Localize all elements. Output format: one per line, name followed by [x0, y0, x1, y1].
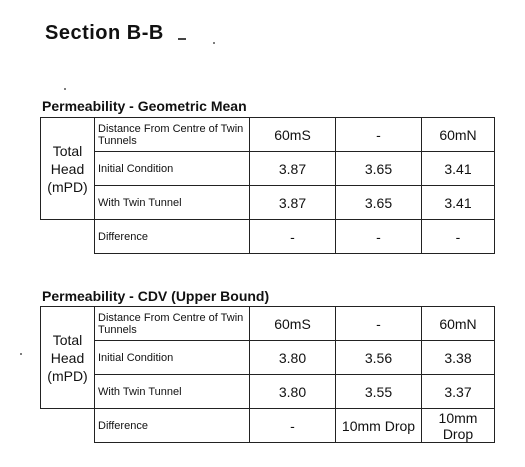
table-cell: 3.80	[250, 341, 336, 375]
table-cell: 3.41	[422, 152, 495, 186]
side-label-line: Head	[50, 349, 85, 366]
table-cell: 3.56	[336, 341, 422, 375]
table-cell: -	[250, 409, 336, 443]
row-label: Initial Condition	[95, 152, 250, 186]
row-label: Distance From Centre of Twin Tunnels	[95, 118, 250, 152]
row-label: With Twin Tunnel	[95, 375, 250, 409]
table-cell: -	[336, 220, 422, 254]
table-row	[41, 409, 495, 443]
side-label-line: (mPD)	[47, 178, 88, 195]
table-row	[41, 375, 495, 409]
table-cell: 3.55	[336, 375, 422, 409]
table-cell: 3.38	[422, 341, 495, 375]
empty-cell	[41, 220, 95, 254]
table-row	[41, 152, 495, 186]
scan-speck	[20, 353, 22, 355]
title-underline-mark	[178, 38, 186, 40]
table-cell: -	[336, 118, 422, 152]
table-cell: 60mN	[422, 118, 495, 152]
side-label-line: Total	[52, 142, 83, 159]
side-label-line: Head	[50, 160, 85, 177]
table-row	[41, 118, 495, 152]
table-1-heading: Permeability - Geometric Mean	[42, 98, 247, 114]
page-title: Section B-B	[45, 22, 164, 44]
side-label	[41, 307, 95, 409]
table-cell: 3.65	[336, 186, 422, 220]
side-label-line: (mPD)	[47, 367, 88, 384]
table-cell: 3.87	[250, 186, 336, 220]
table-cdv-upper-bound	[40, 306, 495, 443]
table-cell: -	[250, 220, 336, 254]
empty-cell	[41, 409, 95, 443]
table-2-heading: Permeability - CDV (Upper Bound)	[42, 288, 270, 304]
row-label: With Twin Tunnel	[95, 186, 250, 220]
scan-speck	[64, 88, 66, 90]
side-label	[41, 118, 95, 220]
table-cell: 3.80	[250, 375, 336, 409]
table-row	[41, 186, 495, 220]
table-cell: 3.41	[422, 186, 495, 220]
row-label: Initial Condition	[95, 341, 250, 375]
table-cell: 10mm Drop	[422, 409, 495, 443]
table-cell: 3.65	[336, 152, 422, 186]
table-row	[41, 220, 495, 254]
table-cell: 60mN	[422, 307, 495, 341]
row-label: Difference	[95, 220, 250, 254]
table-cell: 60mS	[250, 118, 336, 152]
table-cell: -	[422, 220, 495, 254]
row-label: Difference	[95, 409, 250, 443]
table-cell: 10mm Drop	[336, 409, 422, 443]
table-cell: 3.37	[422, 375, 495, 409]
table-geometric-mean	[40, 117, 495, 254]
table-cell: 60mS	[250, 307, 336, 341]
table-cell: -	[336, 307, 422, 341]
table-cell: 3.87	[250, 152, 336, 186]
table-row	[41, 341, 495, 375]
side-label-line: Total	[52, 331, 83, 348]
row-label: Distance From Centre of Twin Tunnels	[95, 307, 250, 341]
scan-speck	[213, 42, 215, 44]
table-row	[41, 307, 495, 341]
